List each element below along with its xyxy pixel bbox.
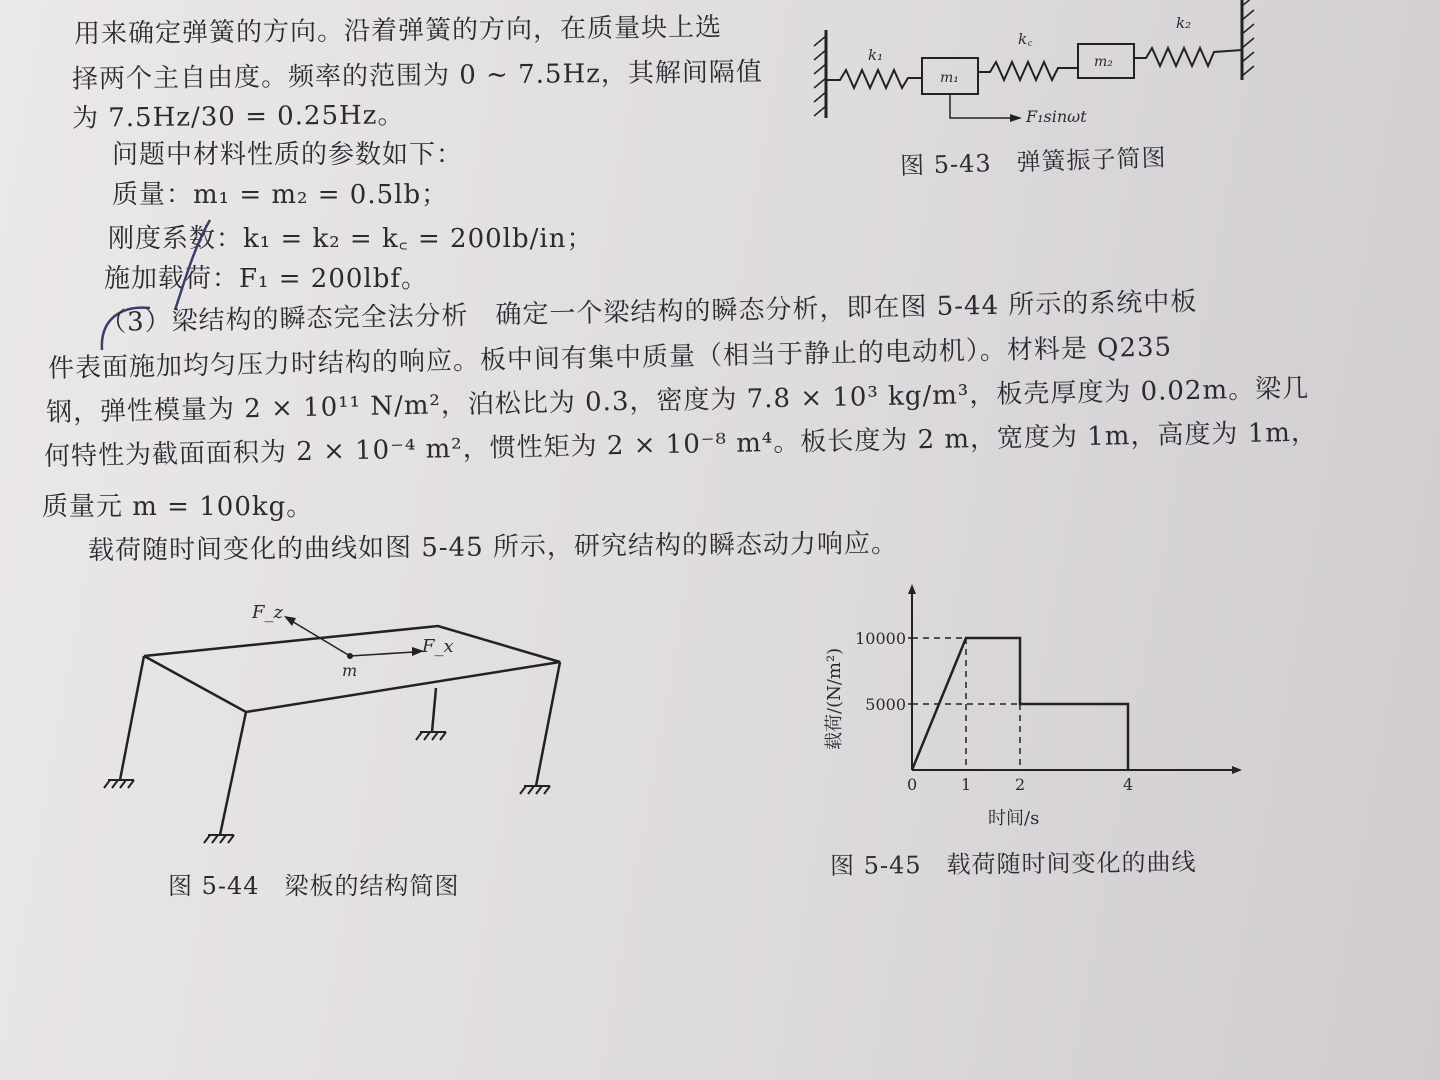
- chart-ylabel: 载荷/(N/m²): [824, 647, 845, 750]
- x-tick-label: 4: [1123, 775, 1134, 794]
- x-tick-label: 1: [961, 775, 972, 794]
- figure-5-43-spring-oscillator: [800, 0, 1260, 140]
- paragraph-top-line-3: 为 7.5Hz/30 = 0.25Hz。: [71, 100, 405, 134]
- section3-line-2: 件表面施加均匀压力时结构的响应。板中间有集中质量（相当于静止的电动机）。材料是 Q235: [47, 332, 1173, 384]
- params-intro: 问题中材料性质的参数如下：: [112, 140, 464, 170]
- section3-line-4: 何特性为截面面积为 2 × 10⁻⁴ m²，惯性矩为 2 × 10⁻⁸ m⁴。板长度为 2 m，宽度为 1m，高度为 1m，: [43, 417, 1319, 472]
- x-tick-label: 2: [1015, 775, 1026, 794]
- figure-5-43-caption: 图 5-43 弹簧振子简图: [899, 143, 1167, 180]
- label-m: m: [342, 661, 358, 680]
- y-tick-label: 10000: [855, 629, 906, 648]
- label-m2: m₂: [1094, 54, 1113, 70]
- paragraph-top-line-1: 用来确定弹簧的方向。沿着弹簧的方向，在质量块上选: [73, 12, 723, 50]
- label-kc: k꜀: [1018, 30, 1033, 48]
- label-force: F₁sinωt: [1026, 107, 1087, 126]
- figure-5-44-beam-plate: [100, 590, 600, 850]
- params-mass: 质量：m₁ = m₂ = 0.5lb；: [112, 180, 449, 210]
- x-tick-label: 0: [907, 775, 918, 794]
- chart-xlabel: 时间/s: [988, 808, 1040, 829]
- label-fz: F_z: [252, 602, 283, 623]
- label-k2: k₂: [1176, 14, 1192, 32]
- section3-line-1: （3）梁结构的瞬态完全法分析 确定一个梁结构的瞬态分析，即在图 5-44 所示的系统中板: [99, 286, 1198, 338]
- params-stiffness: 刚度系数：k₁ = k₂ = k꜀ = 200lb/in；: [108, 224, 594, 254]
- label-m1: m₁: [940, 70, 959, 86]
- y-tick-label: 5000: [865, 695, 906, 714]
- figure-5-44-caption: 图 5-44 梁板的结构简图: [168, 872, 460, 900]
- section3-line-6: 载荷随时间变化的曲线如图 5-45 所示，研究结构的瞬态动力响应。: [87, 528, 899, 566]
- section3-line-5: 质量元 m = 100kg。: [42, 492, 314, 522]
- label-fx: F_x: [422, 636, 454, 657]
- section3-line-3: 钢，弹性模量为 2 × 10¹¹ N/m²，泊松比为 0.3，密度为 7.8 × 10³ kg/m³，板壳厚度为 0.02m。梁几: [45, 373, 1310, 428]
- params-load: 施加载荷：F₁ = 200lbf。: [104, 264, 428, 294]
- paragraph-top-line-2: 择两个主自由度。频率的范围为 0 ~ 7.5Hz，其解间隔值: [71, 57, 764, 95]
- figure-5-45-load-chart: [800, 580, 1260, 840]
- label-k1: k₁: [868, 46, 884, 64]
- figure-5-45-caption: 图 5-45 载荷随时间变化的曲线: [829, 848, 1197, 880]
